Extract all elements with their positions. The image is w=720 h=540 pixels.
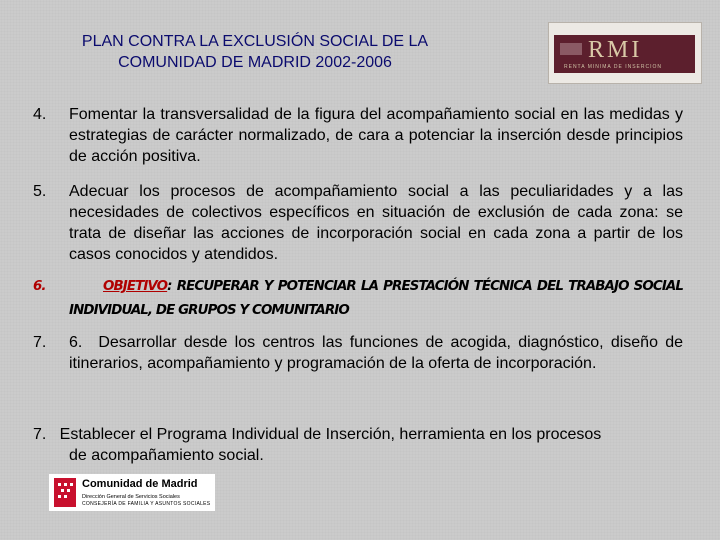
rmi-logo bbox=[548, 22, 702, 84]
slide-title-line1: PLAN CONTRA LA EXCLUSIÓN SOCIAL DE LA bbox=[81, 33, 429, 50]
list-item bbox=[33, 181, 683, 265]
objective-label: OBJETIVO bbox=[103, 279, 168, 294]
objective-text-block bbox=[69, 275, 683, 323]
flag-star-icon bbox=[58, 483, 61, 486]
list-item bbox=[33, 104, 683, 167]
rmi-logo-band bbox=[554, 35, 695, 73]
flag-star-icon bbox=[64, 495, 67, 498]
rmi-stamp-icon bbox=[560, 43, 582, 55]
list-item bbox=[33, 332, 683, 374]
flag-star-icon bbox=[64, 483, 67, 486]
flag-star-icon bbox=[61, 489, 64, 492]
list-item bbox=[33, 424, 693, 466]
flag-star-icon bbox=[58, 495, 61, 498]
list-item-number: 7. bbox=[33, 334, 47, 351]
list-item-text-block bbox=[69, 332, 683, 374]
list-item-text: Adecuar los procesos de acompañamiento social a las peculiaridades y a las necesidades de colectivos específicos en situación de exclusión de cada zona: se trata de diseñar las acciones de incorporación social en cada zona a partir de los casos conocidos y atendidos. bbox=[69, 183, 683, 263]
list-item-number: 4. bbox=[33, 106, 47, 123]
objective-text: RECUPERAR Y POTENCIAR LA PRESTACIÓN TÉCNICA DEL TRABAJO SOCIAL INDIVIDUAL, DE GRUPOS Y COMUNITARIO bbox=[69, 279, 683, 318]
rmi-logo-subtitle: RENTA MINIMA DE INSERCION bbox=[564, 64, 662, 70]
list-item-text: Fomentar la transversalidad de la figura del acompañamiento social en las medidas y estrategias de carácter normalizado, de cara a potenciar la inserción desde principios de acción positiva. bbox=[69, 106, 683, 165]
comunidad-madrid-department: Dirección General de Servicios Sociales bbox=[82, 494, 180, 500]
list-item-line1: 7. Establecer el Programa Individual de Inserción, herramienta en los procesos bbox=[33, 426, 602, 443]
flag-star-icon bbox=[70, 483, 73, 486]
list-item-text: Desarrollar desde los centros las funciones de acogida, diagnóstico, diseño de itinerarios, acompañamiento y programación de la oferta de incorporación. bbox=[69, 334, 683, 372]
comunidad-madrid-name: Comunidad de Madrid bbox=[82, 478, 198, 490]
rmi-logo-letters: RMI bbox=[588, 37, 643, 63]
madrid-flag-icon bbox=[54, 478, 76, 507]
objective-item bbox=[33, 275, 683, 323]
comunidad-madrid-logo bbox=[49, 474, 215, 511]
flag-star-icon bbox=[67, 489, 70, 492]
slide-title bbox=[30, 31, 480, 73]
list-item-line2: de acompañamiento social. bbox=[69, 447, 264, 464]
list-item-lead-number: 6. bbox=[69, 334, 83, 351]
objective-number: 6. bbox=[33, 279, 46, 294]
objective-separator: : bbox=[167, 279, 172, 294]
comunidad-madrid-ministry: CONSEJERÍA DE FAMILIA Y ASUNTOS SOCIALES bbox=[82, 501, 211, 507]
slide-title-line2: COMUNIDAD DE MADRID 2002-2006 bbox=[118, 54, 392, 71]
list-item-number: 5. bbox=[33, 183, 47, 200]
